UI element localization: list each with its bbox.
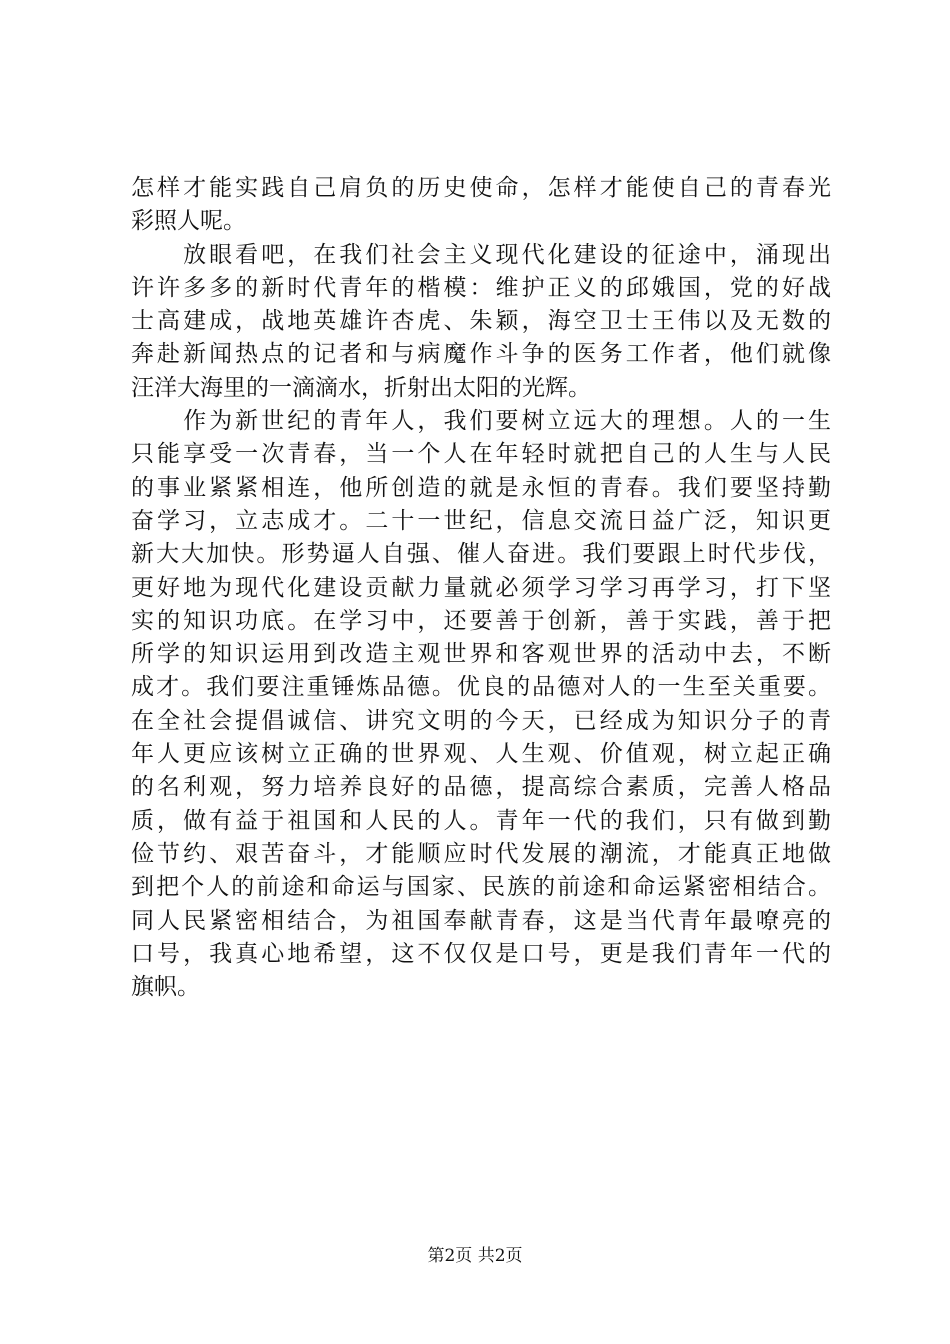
text-line: 只能享受一次青春，当一个人在年轻时就把自己的人生与人民 (131, 441, 831, 468)
text-line: 汪洋大海里的一滴滴水，折射出太阳的光辉。 (131, 374, 591, 401)
document-body (131, 172, 831, 1004)
text-line: 士高建成，战地英雄许杏虎、朱颖，海空卫士王伟以及无数的 (131, 308, 831, 335)
text-line: 的名利观，努力培养良好的品德，提高综合素质，完善人格品 (131, 774, 831, 801)
text-line: 作为新世纪的青年人，我们要树立远大的理想。人的一生 (131, 408, 831, 435)
text-line: 更好地为现代化建设贡献力量就必须学习学习再学习，打下坚 (131, 574, 831, 601)
page-footer: 第2页 共2页 (427, 1246, 523, 1266)
text-line: 许许多多的新时代青年的楷模：维护正义的邱娥国，党的好战 (131, 274, 831, 301)
text-line: 奔赴新闻热点的记者和与病魔作斗争的医务工作者，他们就像 (131, 341, 831, 368)
text-line: 同人民紧密相结合，为祖国奉献青春，这是当代青年最嘹亮的 (131, 907, 831, 934)
text-line: 所学的知识运用到改造主观世界和客观世界的活动中去，不断 (131, 641, 831, 668)
text-line: 彩照人呢。 (131, 208, 246, 235)
text-line: 的事业紧紧相连，他所创造的就是永恒的青春。我们要坚持勤 (131, 474, 831, 501)
text-line: 新大大加快。形势逼人自强、催人奋进。我们要跟上时代步伐， (131, 541, 831, 568)
text-line: 旗帜。 (131, 974, 200, 1001)
text-line: 年人更应该树立正确的世界观、人生观、价值观，树立起正确 (131, 741, 831, 768)
text-line: 到把个人的前途和命运与国家、民族的前途和命运紧密相结合。 (131, 874, 831, 901)
text-line: 实的知识功底。在学习中，还要善于创新，善于实践，善于把 (131, 607, 831, 634)
text-line: 口号，我真心地希望，这不仅仅是口号，更是我们青年一代的 (131, 940, 831, 967)
text-line: 质，做有益于祖国和人民的人。青年一代的我们，只有做到勤 (131, 807, 831, 834)
text-line: 奋学习，立志成才。二十一世纪，信息交流日益广泛，知识更 (131, 507, 831, 534)
text-line: 怎样才能实践自己肩负的历史使命，怎样才能使自己的青春光 (131, 175, 831, 201)
text-line: 放眼看吧，在我们社会主义现代化建设的征途中，涌现出 (131, 241, 831, 268)
text-line: 俭节约、艰苦奋斗，才能顺应时代发展的潮流，才能真正地做 (131, 840, 831, 867)
text-line: 在全社会提倡诚信、讲究文明的今天，已经成为知识分子的青 (131, 707, 831, 734)
text-line: 成才。我们要注重锤炼品德。优良的品德对人的一生至关重要。 (131, 674, 831, 701)
